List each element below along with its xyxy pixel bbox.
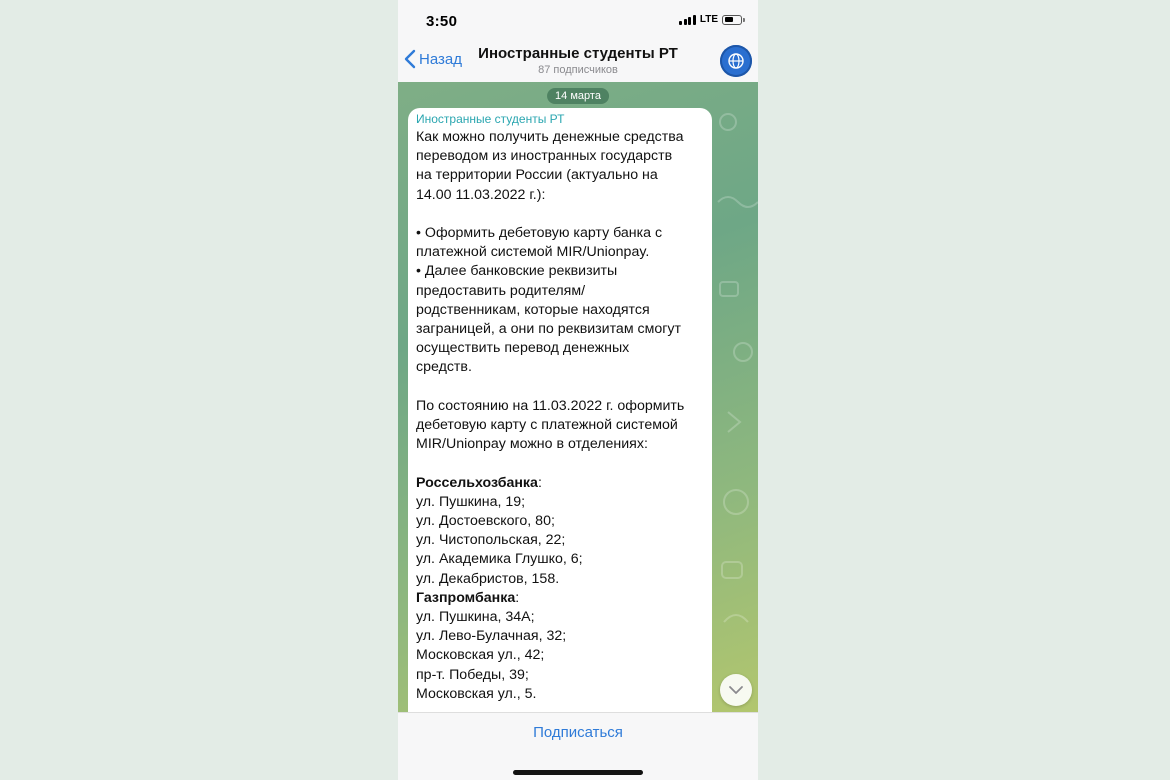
phone-screen xyxy=(398,0,758,780)
message-line: переводом из иностранных государств xyxy=(416,148,673,165)
channel-title: Иностранные студенты РТ xyxy=(478,45,678,62)
address-line: Московская ул., 5. xyxy=(416,685,537,702)
network-type: LTE xyxy=(699,14,718,25)
message-line: • Далее банковские реквизиты xyxy=(416,263,618,280)
message-line xyxy=(416,205,702,224)
message-line: на территории России (актуально на xyxy=(416,167,658,184)
message-line: платежной системой MIR/Unionpay. xyxy=(416,244,650,261)
bank1-address-list xyxy=(416,493,702,589)
message-line: предоставить родителям/ xyxy=(416,282,586,299)
message-line xyxy=(416,378,702,397)
address-line: ул. Чистопольская, 22; xyxy=(416,532,566,549)
chevron-left-icon xyxy=(404,49,416,69)
subscribe-button[interactable]: Подписаться xyxy=(533,724,623,741)
message-line: 14.00 11.03.2022 г.): xyxy=(416,186,546,203)
status-time: 3:50 xyxy=(426,13,458,30)
bank2-address-list xyxy=(416,608,702,704)
address-line: ул. Достоевского, 80; xyxy=(416,513,555,530)
message-line: MIR/Unionpay можно в отделениях: xyxy=(416,436,648,453)
message-bubble[interactable] xyxy=(408,108,712,712)
channel-header[interactable] xyxy=(458,45,698,76)
address-line: Московская ул., 42; xyxy=(416,647,545,664)
address-line: ул. Лево-Булачная, 32; xyxy=(416,628,567,645)
bank-name-gazprombank: Газпромбанка: xyxy=(416,589,520,606)
message-line: По состоянию на 11.03.2022 г. оформить xyxy=(416,397,685,414)
bottom-bar xyxy=(398,712,758,780)
address-line: пр-т. Победы, 39; xyxy=(416,666,529,683)
message-line: родственникам, которые находятся xyxy=(416,301,650,318)
battery-icon xyxy=(722,15,742,25)
address-line: ул. Пушкина, 19; xyxy=(416,493,526,510)
message-line: Как можно получить денежные средства xyxy=(416,129,684,145)
scroll-down-button[interactable] xyxy=(720,674,752,706)
nav-bar xyxy=(398,42,758,82)
message-line: заграницей, а они по реквизитам смогут xyxy=(416,321,682,338)
address-line: ул. Декабристов, 158. xyxy=(416,570,560,587)
message-text xyxy=(416,128,702,474)
bank-name-rosselkhozbank: Россельхозбанка: xyxy=(416,474,542,491)
signal-icon xyxy=(679,14,696,25)
status-bar xyxy=(398,0,758,42)
back-button[interactable] xyxy=(404,49,462,69)
globe-icon xyxy=(727,52,745,70)
channel-avatar[interactable] xyxy=(720,45,752,77)
message-sender: Иностранные студенты РТ xyxy=(416,112,565,126)
home-indicator[interactable] xyxy=(513,770,643,775)
message-line: • Оформить дебетовую карту банка с xyxy=(416,225,663,241)
message-line: осуществить перевод денежных xyxy=(416,340,630,357)
message-line: средств. xyxy=(416,359,472,376)
address-line: ул. Академика Глушко, 6; xyxy=(416,551,583,568)
message-line xyxy=(416,454,702,473)
message-line: дебетовую карту с платежной системой xyxy=(416,417,678,434)
subscriber-count: 87 подписчиков xyxy=(538,64,618,76)
chevron-down-icon xyxy=(728,685,744,695)
address-line: ул. Пушкина, 34А; xyxy=(416,609,535,626)
back-label: Назад xyxy=(419,50,462,68)
chat-area[interactable] xyxy=(398,82,758,712)
date-divider: 14 марта xyxy=(547,88,609,104)
status-indicators xyxy=(679,14,742,25)
